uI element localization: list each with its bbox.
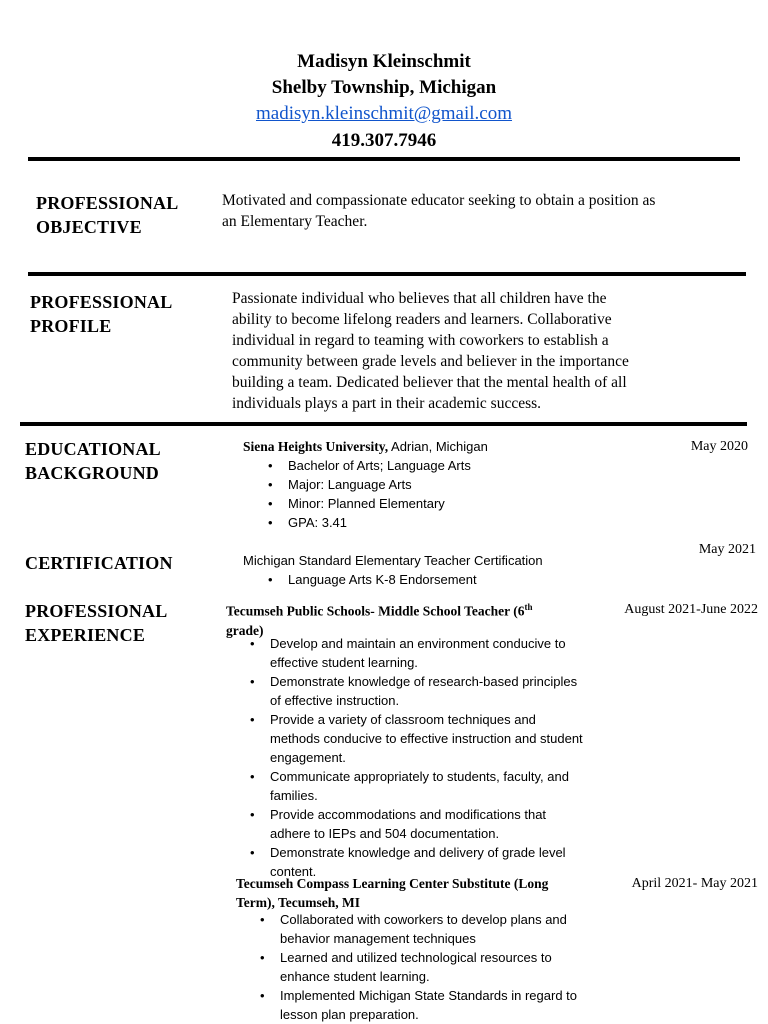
job-duties-list: [280, 910, 620, 1024]
school-name: Siena Heights University,: [243, 439, 389, 454]
candidate-location: Shelby Township, Michigan: [271, 77, 497, 98]
job-date: August 2021-June 2022: [624, 602, 758, 617]
email-link[interactable]: madisyn.kleinschmit@gmail.com: [255, 103, 513, 124]
certification-title: Michigan Standard Elementary Teacher Certification: [243, 553, 543, 568]
section-divider: [20, 422, 747, 426]
list-item: • GPA: 3.41: [288, 513, 471, 532]
education-school-line: [243, 437, 488, 456]
certification-date: May 2021: [698, 542, 756, 557]
email-row: [0, 101, 768, 127]
education-heading: EDUCATIONAL BACKGROUND: [25, 439, 161, 483]
profile-heading: PROFESSIONAL PROFILE: [30, 292, 173, 336]
job-title: Tecumseh Compass Learning Center Substitute (Long Term), Tecumseh, MI: [236, 876, 549, 910]
section-divider: [28, 272, 746, 276]
list-item: • Provide a variety of classroom techniques and methods conducive to effective instruction and student engagement.: [270, 710, 620, 767]
list-item: • Learned and utilized technological resources to enhance student learning.: [280, 948, 620, 986]
section-divider: [28, 157, 740, 161]
list-item: • Develop and maintain an environment conducive to effective student learning.: [270, 634, 620, 672]
certification-heading: CERTIFICATION: [25, 553, 173, 573]
job-title: Tecumseh Public Schools- Middle School Teacher (6th grade): [226, 602, 533, 638]
job-date: April 2021- May 2021: [631, 876, 758, 891]
list-item: • Language Arts K-8 Endorsement: [288, 570, 477, 589]
profile-text: Passionate individual who believes that all children have the ability to become lifelong readers and learners. Collaborative individual in regard to teaming with coworkers to establish a community between grade levels and believer in the importance building a team. Dedicated believer that the mental health of all individuals plays a part in their academic success.: [232, 290, 629, 412]
education-date: May 2020: [690, 439, 748, 454]
education-list: [288, 456, 471, 532]
objective-heading: PROFESSIONAL OBJECTIVE: [36, 193, 179, 237]
candidate-name: Madisyn Kleinschmit: [297, 51, 471, 72]
list-item: • Demonstrate knowledge and delivery of grade level content.: [270, 843, 620, 881]
list-item: • Bachelor of Arts; Language Arts: [288, 456, 471, 475]
certification-list: [288, 570, 477, 589]
list-item: • Minor: Planned Elementary: [288, 494, 471, 513]
school-location: Adrian, Michigan: [388, 439, 488, 454]
objective-text: Motivated and compassionate educator seeking to obtain a position as an Elementary Teacher.: [222, 192, 656, 230]
experience-heading: PROFESSIONAL EXPERIENCE: [25, 601, 168, 645]
job-duties-list: [270, 634, 620, 881]
candidate-phone: 419.307.7946: [331, 130, 437, 151]
list-item: • Collaborated with coworkers to develop plans and behavior management techniques: [280, 910, 620, 948]
list-item: • Communicate appropriately to students, faculty, and families.: [270, 767, 620, 805]
list-item: • Provide accommodations and modifications that adhere to IEPs and 504 documentation.: [270, 805, 620, 843]
list-item: • Implemented Michigan State Standards in regard to lesson plan preparation.: [280, 986, 620, 1024]
list-item: • Major: Language Arts: [288, 475, 471, 494]
list-item: • Demonstrate knowledge of research-based principles of effective instruction.: [270, 672, 620, 710]
